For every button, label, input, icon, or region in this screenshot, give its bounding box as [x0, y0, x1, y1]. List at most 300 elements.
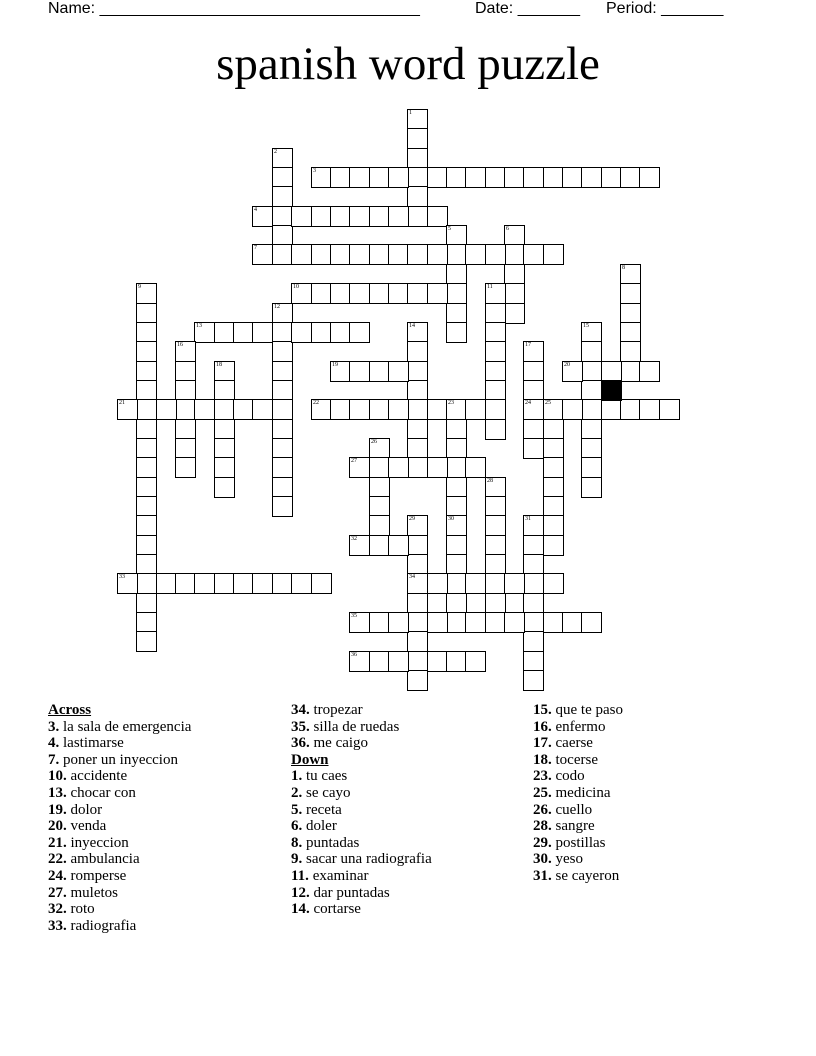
grid-cell[interactable] [252, 206, 273, 227]
grid-cell[interactable] [581, 399, 602, 420]
grid-cell[interactable] [272, 244, 293, 265]
grid-cell[interactable] [369, 612, 390, 633]
grid-cell[interactable] [523, 515, 544, 536]
grid-cell[interactable] [272, 573, 293, 594]
grid-cell[interactable] [446, 283, 467, 304]
grid-cell[interactable] [523, 612, 544, 633]
grid-cell[interactable] [504, 225, 525, 246]
clue-item [291, 835, 432, 852]
grid-cell[interactable] [485, 496, 506, 517]
grid-cell[interactable] [407, 322, 428, 343]
grid-cell[interactable] [233, 573, 254, 594]
grid-cell[interactable] [407, 438, 428, 459]
grid-cell[interactable] [407, 419, 428, 440]
grid-cell[interactable] [639, 167, 660, 188]
grid-cell[interactable] [136, 380, 157, 401]
grid-cell[interactable] [523, 167, 544, 188]
grid-cell[interactable] [581, 341, 602, 362]
grid-cell[interactable] [407, 206, 428, 227]
grid-cell[interactable] [639, 399, 660, 420]
grid-cell[interactable] [407, 515, 428, 536]
grid-cell[interactable] [194, 399, 215, 420]
grid-cell[interactable] [369, 515, 390, 536]
grid-cell[interactable] [427, 612, 448, 633]
grid-cell[interactable] [311, 573, 332, 594]
grid-cell[interactable] [504, 573, 525, 594]
clue-item [291, 702, 432, 719]
grid-cell[interactable] [485, 535, 506, 556]
grid-cell[interactable] [311, 399, 332, 420]
grid-cell[interactable] [272, 225, 293, 246]
grid-cell[interactable] [214, 477, 235, 498]
grid-cell[interactable] [311, 244, 332, 265]
grid-cell[interactable] [407, 573, 428, 594]
clue-number: 15. [533, 702, 552, 718]
grid-cell[interactable] [523, 244, 544, 265]
clue-item [533, 835, 623, 852]
grid-cell[interactable] [446, 264, 467, 285]
grid-cell[interactable] [272, 496, 293, 517]
grid-cell[interactable] [349, 283, 370, 304]
grid-cell[interactable] [330, 244, 351, 265]
grid-cell[interactable] [485, 477, 506, 498]
grid-cell[interactable] [620, 283, 641, 304]
grid-cell[interactable] [427, 399, 448, 420]
clue-number: 12. [291, 884, 310, 901]
grid-cell[interactable] [369, 496, 390, 517]
grid-cell[interactable] [252, 244, 273, 265]
grid-cell[interactable] [407, 341, 428, 362]
grid-cell[interactable] [581, 380, 602, 401]
grid-cell[interactable] [543, 612, 564, 633]
clue-number-label: 6 [506, 226, 509, 232]
grid-cell[interactable] [369, 477, 390, 498]
grid-cell[interactable] [291, 283, 312, 304]
grid-cell[interactable] [465, 612, 486, 633]
grid-cell[interactable] [349, 612, 370, 633]
grid-cell[interactable] [446, 244, 467, 265]
grid-cell[interactable] [446, 515, 467, 536]
grid-cell[interactable] [446, 593, 467, 614]
grid-cell[interactable] [407, 457, 428, 478]
grid-cell[interactable] [465, 457, 486, 478]
across-clue-list-continued [291, 702, 432, 752]
grid-cell[interactable] [349, 206, 370, 227]
grid-cell[interactable] [620, 341, 641, 362]
clue-item [291, 851, 432, 868]
grid-cell[interactable] [581, 419, 602, 440]
grid-cell[interactable] [485, 593, 506, 614]
grid-cell[interactable] [272, 303, 293, 324]
grid-cell[interactable] [388, 651, 409, 672]
grid-cell[interactable] [136, 303, 157, 324]
grid-cell[interactable] [485, 612, 506, 633]
grid-cell[interactable] [175, 361, 196, 382]
grid-cell[interactable] [465, 573, 486, 594]
grid-cell[interactable] [369, 457, 390, 478]
grid-cell[interactable] [427, 573, 448, 594]
grid-cell[interactable] [543, 244, 564, 265]
grid-cell[interactable] [427, 651, 448, 672]
grid-cell[interactable] [543, 477, 564, 498]
grid-cell[interactable] [272, 361, 293, 382]
grid-cell[interactable] [311, 206, 332, 227]
grid-cell[interactable] [214, 322, 235, 343]
grid-cell[interactable] [291, 244, 312, 265]
period-field[interactable]: Period: _______ [606, 0, 724, 17]
grid-cell[interactable] [581, 438, 602, 459]
grid-cell[interactable] [485, 554, 506, 575]
grid-cell[interactable] [117, 573, 138, 594]
clue-item [48, 918, 191, 935]
grid-cell[interactable] [349, 535, 370, 556]
grid-cell[interactable] [117, 399, 138, 420]
grid-cell[interactable] [330, 283, 351, 304]
grid-cell[interactable] [272, 438, 293, 459]
grid-cell[interactable] [407, 283, 428, 304]
grid-cell[interactable] [136, 631, 157, 652]
grid-cell[interactable] [330, 167, 351, 188]
grid-cell[interactable] [388, 167, 409, 188]
grid-cell[interactable] [465, 244, 486, 265]
grid-cell[interactable] [620, 303, 641, 324]
grid-cell[interactable] [136, 419, 157, 440]
clue-number: 13. [48, 784, 67, 801]
grid-cell[interactable] [349, 244, 370, 265]
grid-cell[interactable] [543, 399, 564, 420]
grid-cell[interactable] [485, 244, 506, 265]
grid-cell[interactable] [523, 380, 544, 401]
grid-cell[interactable] [194, 573, 215, 594]
grid-cell[interactable] [407, 148, 428, 169]
grid-cell[interactable] [427, 457, 448, 478]
grid-cell[interactable] [407, 109, 428, 130]
grid-cell[interactable] [349, 651, 370, 672]
grid-cell[interactable] [214, 399, 235, 420]
grid-cell[interactable] [446, 322, 467, 343]
grid-cell[interactable] [485, 322, 506, 343]
grid-cell[interactable] [272, 457, 293, 478]
grid-cell[interactable] [485, 361, 506, 382]
grid-cell[interactable] [504, 283, 525, 304]
grid-cell[interactable] [272, 167, 293, 188]
grid-cell[interactable] [388, 206, 409, 227]
grid-cell[interactable] [485, 380, 506, 401]
grid-cell[interactable] [523, 593, 544, 614]
grid-cell[interactable] [272, 399, 293, 420]
grid-cell[interactable] [136, 399, 157, 420]
grid-cell[interactable] [407, 593, 428, 614]
grid-cell[interactable] [407, 612, 428, 633]
grid-cell[interactable] [523, 554, 544, 575]
grid-cell[interactable] [214, 457, 235, 478]
grid-cell[interactable] [504, 244, 525, 265]
grid-cell[interactable] [349, 361, 370, 382]
grid-cell[interactable] [543, 515, 564, 536]
clue-number: 7. [48, 751, 60, 768]
grid-cell[interactable] [446, 651, 467, 672]
grid-cell[interactable] [504, 612, 525, 633]
grid-cell[interactable] [272, 380, 293, 401]
grid-cell[interactable] [543, 167, 564, 188]
clue-number-label: 30 [448, 516, 454, 522]
grid-cell[interactable] [136, 612, 157, 633]
grid-cell[interactable] [562, 361, 583, 382]
grid-cell[interactable] [407, 186, 428, 207]
grid-cell[interactable] [523, 651, 544, 672]
date-field[interactable]: Date: _______ [475, 0, 580, 17]
grid-cell[interactable] [407, 167, 428, 188]
grid-cell[interactable] [194, 322, 215, 343]
grid-cell[interactable] [620, 399, 641, 420]
grid-cell[interactable] [427, 283, 448, 304]
grid-cell[interactable] [349, 457, 370, 478]
grid-cell[interactable] [175, 457, 196, 478]
grid-cell[interactable] [369, 167, 390, 188]
grid-cell[interactable] [562, 167, 583, 188]
grid-cell[interactable] [136, 322, 157, 343]
grid-cell[interactable] [369, 651, 390, 672]
grid-cell[interactable] [349, 167, 370, 188]
clue-text: accidente [66, 768, 128, 785]
grid-cell[interactable] [427, 206, 448, 227]
grid-cell[interactable] [369, 283, 390, 304]
grid-cell[interactable] [407, 535, 428, 556]
grid-cell[interactable] [659, 399, 680, 420]
grid-cell[interactable] [485, 167, 506, 188]
grid-cell[interactable] [543, 419, 564, 440]
grid-cell[interactable] [369, 438, 390, 459]
grid-cell[interactable] [175, 341, 196, 362]
grid-cell[interactable] [252, 399, 273, 420]
grid-cell[interactable] [175, 399, 196, 420]
clue-item [48, 719, 191, 736]
grid-cell[interactable] [388, 361, 409, 382]
grid-cell[interactable] [136, 283, 157, 304]
grid-cell[interactable] [175, 419, 196, 440]
grid-cell[interactable] [407, 651, 428, 672]
clue-number-label: 14 [409, 323, 415, 329]
clue-number-label: 3 [313, 168, 316, 174]
grid-cell[interactable] [446, 303, 467, 324]
grid-cell[interactable] [156, 573, 177, 594]
grid-cell[interactable] [272, 186, 293, 207]
grid-cell[interactable] [272, 206, 293, 227]
grid-cell[interactable] [601, 399, 622, 420]
grid-cell[interactable] [175, 438, 196, 459]
grid-cell[interactable] [136, 438, 157, 459]
grid-cell[interactable] [407, 554, 428, 575]
grid-cell[interactable] [407, 128, 428, 149]
grid-cell[interactable] [562, 612, 583, 633]
grid-cell[interactable] [272, 322, 293, 343]
grid-cell[interactable] [136, 554, 157, 575]
grid-cell[interactable] [330, 361, 351, 382]
grid-cell[interactable] [446, 573, 467, 594]
grid-cell[interactable] [136, 496, 157, 517]
grid-cell[interactable] [504, 264, 525, 285]
grid-cell[interactable] [601, 361, 622, 382]
grid-cell[interactable] [136, 341, 157, 362]
grid-cell[interactable] [523, 535, 544, 556]
grid-cell[interactable] [523, 631, 544, 652]
clue-number: 16. [533, 718, 552, 735]
name-field[interactable]: Name: ____________________________________ [48, 0, 420, 17]
grid-cell[interactable] [446, 554, 467, 575]
grid-cell[interactable] [291, 206, 312, 227]
grid-cell[interactable] [272, 419, 293, 440]
grid-cell[interactable] [523, 438, 544, 459]
grid-cell[interactable] [369, 244, 390, 265]
grid-cell[interactable] [272, 148, 293, 169]
grid-cell[interactable] [620, 167, 641, 188]
grid-cell[interactable] [446, 167, 467, 188]
grid-cell[interactable] [311, 322, 332, 343]
grid-cell[interactable] [136, 361, 157, 382]
grid-cell[interactable] [407, 631, 428, 652]
clue-number: 6. [291, 818, 303, 835]
grid-cell[interactable] [485, 573, 506, 594]
grid-cell[interactable] [136, 457, 157, 478]
grid-cell[interactable] [523, 341, 544, 362]
grid-cell[interactable] [407, 244, 428, 265]
grid-cell[interactable] [581, 457, 602, 478]
grid-cell[interactable] [543, 457, 564, 478]
grid-cell[interactable] [620, 264, 641, 285]
grid-cell[interactable] [504, 303, 525, 324]
grid-cell[interactable] [388, 283, 409, 304]
grid-cell[interactable] [233, 399, 254, 420]
clue-number: 29. [533, 834, 552, 851]
grid-cell[interactable] [504, 167, 525, 188]
grid-cell[interactable] [214, 573, 235, 594]
grid-cell[interactable] [581, 477, 602, 498]
grid-cell[interactable] [349, 322, 370, 343]
grid-cell[interactable] [252, 573, 273, 594]
grid-cell[interactable] [369, 399, 390, 420]
grid-cell[interactable] [175, 573, 196, 594]
grid-cell[interactable] [543, 438, 564, 459]
grid-cell[interactable] [407, 399, 428, 420]
grid-cell[interactable] [427, 244, 448, 265]
grid-cell[interactable] [446, 225, 467, 246]
grid-cell[interactable] [272, 477, 293, 498]
grid-cell[interactable] [233, 322, 254, 343]
clue-number-label: 35 [351, 613, 357, 619]
grid-cell[interactable] [523, 573, 544, 594]
grid-cell[interactable] [543, 496, 564, 517]
grid-cell[interactable] [407, 670, 428, 691]
grid-cell[interactable] [388, 535, 409, 556]
grid-cell[interactable] [543, 573, 564, 594]
grid-cell[interactable] [485, 303, 506, 324]
grid-cell[interactable] [523, 419, 544, 440]
grid-cell[interactable] [330, 399, 351, 420]
grid-cell[interactable] [601, 167, 622, 188]
grid-cell[interactable] [465, 651, 486, 672]
clue-text: la sala de emergencia [59, 718, 192, 735]
grid-cell[interactable] [446, 438, 467, 459]
grid-cell[interactable] [214, 380, 235, 401]
grid-cell[interactable] [349, 399, 370, 420]
grid-cell[interactable] [291, 573, 312, 594]
grid-cell[interactable] [388, 399, 409, 420]
grid-cell[interactable] [369, 535, 390, 556]
grid-cell[interactable] [620, 322, 641, 343]
grid-cell[interactable] [485, 283, 506, 304]
grid-cell[interactable] [407, 380, 428, 401]
grid-cell[interactable] [136, 515, 157, 536]
grid-cell[interactable] [523, 361, 544, 382]
grid-cell[interactable] [136, 477, 157, 498]
grid-cell[interactable] [311, 167, 332, 188]
grid-cell[interactable] [446, 535, 467, 556]
grid-cell[interactable] [369, 206, 390, 227]
clue-text: poner un inyeccion [59, 751, 178, 768]
grid-cell[interactable] [311, 283, 332, 304]
grid-cell[interactable] [214, 419, 235, 440]
grid-cell[interactable] [388, 612, 409, 633]
grid-cell[interactable] [388, 244, 409, 265]
clue-text: puntadas [302, 834, 360, 851]
grid-cell[interactable] [272, 341, 293, 362]
grid-cell[interactable] [485, 515, 506, 536]
clue-item [291, 768, 432, 785]
grid-cell[interactable] [639, 361, 660, 382]
grid-cell[interactable] [581, 167, 602, 188]
clue-number-label: 19 [332, 362, 338, 368]
grid-cell[interactable] [485, 419, 506, 440]
grid-cell[interactable] [214, 438, 235, 459]
grid-cell[interactable] [369, 361, 390, 382]
grid-cell[interactable] [214, 361, 235, 382]
grid-cell[interactable] [252, 322, 273, 343]
grid-cell[interactable] [156, 399, 177, 420]
grid-cell[interactable] [523, 670, 544, 691]
grid-cell[interactable] [136, 593, 157, 614]
grid-cell[interactable] [446, 496, 467, 517]
grid-cell[interactable] [446, 399, 467, 420]
grid-cell[interactable] [407, 361, 428, 382]
grid-cell[interactable] [465, 167, 486, 188]
grid-cell[interactable] [581, 612, 602, 633]
grid-cell[interactable] [465, 399, 486, 420]
grid-cell[interactable] [446, 419, 467, 440]
clue-item [291, 735, 432, 752]
grid-cell[interactable] [620, 361, 641, 382]
grid-cell[interactable] [446, 612, 467, 633]
grid-cell[interactable] [136, 535, 157, 556]
grid-cell[interactable] [388, 457, 409, 478]
grid-cell[interactable] [543, 535, 564, 556]
grid-cell[interactable] [330, 322, 351, 343]
grid-cell[interactable] [523, 399, 544, 420]
grid-cell[interactable] [446, 457, 467, 478]
clue-text: que te paso [551, 702, 623, 718]
grid-cell[interactable] [581, 322, 602, 343]
clue-number-label: 20 [564, 362, 570, 368]
grid-cell[interactable] [562, 399, 583, 420]
grid-cell[interactable] [485, 399, 506, 420]
grid-cell[interactable] [330, 206, 351, 227]
grid-cell[interactable] [581, 361, 602, 382]
grid-cell[interactable] [485, 341, 506, 362]
grid-cell[interactable] [446, 477, 467, 498]
grid-cell[interactable] [136, 573, 157, 594]
grid-cell[interactable] [175, 380, 196, 401]
grid-cell[interactable] [427, 167, 448, 188]
grid-cell[interactable] [291, 322, 312, 343]
